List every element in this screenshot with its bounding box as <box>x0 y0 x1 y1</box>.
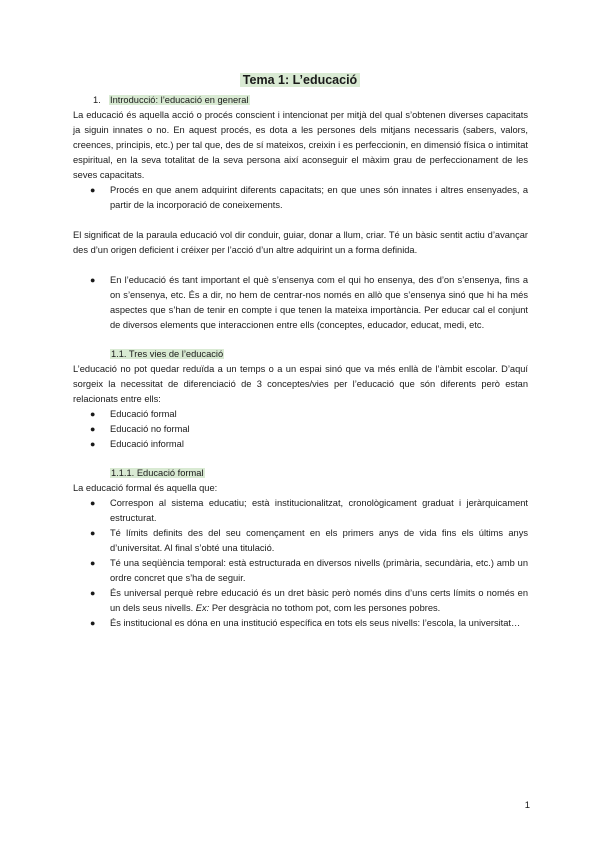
bullet-icon: ● <box>90 275 96 285</box>
section-1-paragraph-1: La educació és aquella acció o procés conscient i intencionat per mitjà del qual s’obtenen diverses capacitats ja siguin innates o no. En aquest procés, es dota a les persones dels mitjans necessaris (sabers, valors, creences, principis, etc.) per tal que, des de sí mateixos, creixin i es perfeccionin, en dimensió física o intimitat espiritual, en la seva totalitat de la seva persona així aconseguir el màxim grau de perfeccionament de les seves capacitats. <box>73 110 528 180</box>
section-1-bullet-list-1 <box>73 183 528 213</box>
list-item <box>73 556 528 586</box>
list-item <box>73 616 528 631</box>
bullet-icon: ● <box>90 528 96 538</box>
bullet-icon: ● <box>90 424 96 434</box>
list-item <box>73 586 528 616</box>
list-item-text: Correspon al sistema educatiu; està institucionalitzat, cronològicament graduat i jeràrquicament estructurat. <box>110 498 528 523</box>
list-item-text: Educació informal <box>110 439 184 449</box>
page-title <box>0 72 600 88</box>
section-1-1-1-list <box>73 496 528 631</box>
bullet-icon: ● <box>90 498 96 508</box>
list-item-text: Té límits definits des del seu començament en els primers anys de vida fins els últims anys d’universitat. Al final s’obté una titulació. <box>110 528 528 553</box>
document-body <box>73 93 528 631</box>
example-label: Ex: <box>195 603 210 613</box>
list-item <box>73 273 528 333</box>
bullet-icon: ● <box>90 409 96 419</box>
bullet-icon: ● <box>90 439 96 449</box>
list-item <box>73 526 528 556</box>
list-item-text: Educació formal <box>110 409 177 419</box>
section-1-number: 1. <box>93 95 101 105</box>
section-1-1-heading <box>73 347 528 362</box>
section-1-1-1-heading-text: 1.1.1. Educació formal <box>111 468 204 478</box>
list-item <box>73 437 528 452</box>
section-1-1-1-heading <box>73 466 528 481</box>
page-number: 1 <box>524 800 530 811</box>
section-1-1-heading-text: 1.1. Tres vies de l’educació <box>111 349 224 359</box>
list-item <box>73 422 528 437</box>
bullet-icon: ● <box>90 558 96 568</box>
list-item <box>73 496 528 526</box>
list-item-text: Té una seqüència temporal: està estructurada en diversos nivells (primària, secundària, etc.) amb un ordre concret que s’ha de seguir. <box>110 558 528 583</box>
list-item <box>73 183 528 213</box>
list-item-text: En l’educació és tant important el què s’ensenya com el qui ho ensenya, des d’on s’ensenya, fins a on s’ensenya, etc. És a dir, no hem de centrar-nos només en allò que s’ensenya sinó que hi ha més aspectes que s’han de tenir en compte i que tenen la mateixa importància. Per educar cal el conjunt de diversos elements que interaccionen entre ells (conceptes, educador, educat, medi, etc. <box>110 275 528 330</box>
example-text: Per desgràcia no tothom pot, com les persones pobres. <box>209 603 441 613</box>
section-1-paragraph-2: El significat de la paraula educació vol dir conduir, guiar, donar a llum, criar. Té un bàsic sentit actiu d’avançar des d’un origen deficient i créixer per l’acció d’un altre adquirint un a forma definida. <box>73 230 528 255</box>
section-1-heading <box>73 93 528 108</box>
list-item <box>73 407 528 422</box>
section-1-bullet-list-2 <box>73 273 528 333</box>
list-item-text: És universal perquè rebre educació és un dret bàsic però només dins d’uns certs límits o només en un dels seus nivells. <box>110 588 528 613</box>
bullet-icon: ● <box>90 618 96 628</box>
section-1-heading-text: Introducció: l’educació en general <box>110 95 249 105</box>
section-1-1-list <box>73 407 528 452</box>
section-1-1-1-intro: La educació formal és aquella que: <box>73 483 218 493</box>
list-item-text: És institucional es dóna en una institució específica en tots els seus nivells: l’escola, la universitat… <box>110 618 521 628</box>
list-item-text: Procés en que anem adquirint diferents capacitats; en que unes són innates i altres ensenyades, a partir de la incorporació de coneixements. <box>110 185 528 210</box>
page-title-text: Tema 1: L’educació <box>240 73 360 87</box>
bullet-icon: ● <box>90 185 96 195</box>
bullet-icon: ● <box>90 588 96 598</box>
list-item-text: Educació no formal <box>110 424 190 434</box>
section-1-1-paragraph: L’educació no pot quedar reduïda a un temps o a un espai sinó que va més enllà de l’àmbit escolar. D’aquí sorgeix la necessitat de diferenciació de 3 conceptes/vies per l’educació que són diferents però estan relacionats entre ells: <box>73 364 528 404</box>
